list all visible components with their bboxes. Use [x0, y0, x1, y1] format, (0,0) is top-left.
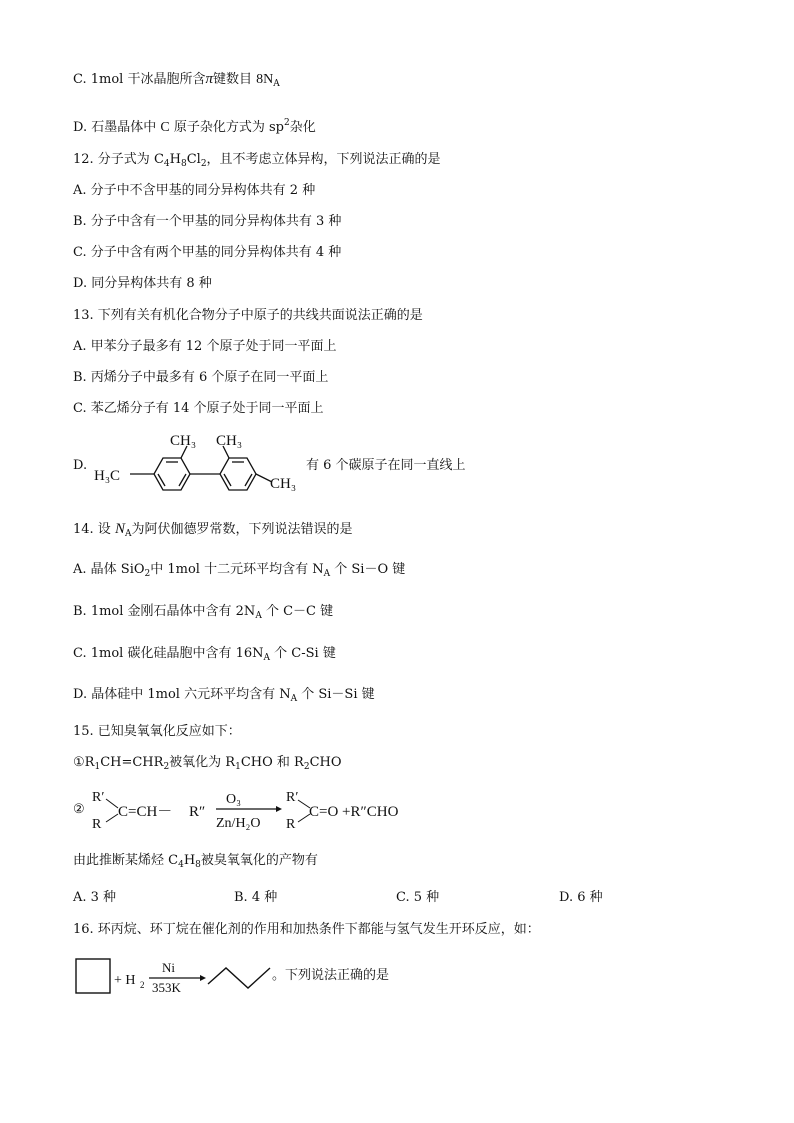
q13-option-d-text: 有 6 个碳原子在同一直线上 [306, 458, 466, 473]
q14b-s: A [255, 611, 262, 621]
r-prime-2: R′ [286, 790, 299, 805]
q14b-1: B. 1mol 金刚石晶体中含有 2N [73, 604, 256, 619]
r-double-prime: R″ [189, 804, 206, 820]
q15-option-b: B. 4 种 [234, 890, 278, 905]
alkene-group: C=CH－ [118, 804, 173, 820]
plus-h2: + H [114, 973, 136, 988]
h2-sub: 2 [140, 980, 145, 990]
q13-option-b: B. 丙烯分子中最多有 6 个原子在同一平面上 [73, 370, 329, 385]
q11d-mid: 原子杂化方式为 sp [173, 120, 284, 135]
q14c-s: A [263, 653, 271, 663]
q13-option-d-label: D. [73, 458, 88, 473]
q13-option-c: C. 苯乙烯分子有 14 个原子处于同一平面上 [73, 401, 324, 416]
q15-1s3: 1 [235, 762, 241, 772]
condition-353k: 353K [152, 980, 181, 995]
biphenyl-structure [90, 428, 310, 498]
q11d-prefix: D. 石墨晶体中 [73, 120, 157, 135]
r-2: R [286, 817, 296, 832]
q15-rule-1 [73, 755, 342, 775]
q14-stem [73, 521, 352, 542]
q15-1b: CH=CHR [100, 755, 164, 770]
q14-a: 14. 设 [73, 522, 111, 537]
q15-1a: ①R [73, 755, 95, 770]
r-1: R [92, 817, 102, 832]
q15-1c: 被氧化为 R [169, 755, 236, 770]
q14c-1: C. 1mol 碳化硅晶胞中含有 16N [73, 646, 264, 661]
q15-1s4: 2 [303, 762, 310, 772]
catalyst-ni: Ni [162, 960, 175, 975]
product-group: C=O +R″CHO [309, 804, 399, 820]
q15-rule-2-label: ② [73, 802, 85, 817]
q15-stem: 15. 已知臭氧氧化反应如下： [73, 724, 241, 739]
q15-1s1: 1 [94, 762, 101, 772]
q14-nasub: A [124, 529, 132, 539]
ozonolysis-reaction [90, 786, 430, 834]
q11c-rest: 键数目 [212, 72, 252, 87]
butane-zigzag [208, 968, 270, 988]
q14d-2: 个 Si－Si 键 [301, 687, 375, 702]
q15-infer-a: 由此推断某烯烃 C [73, 853, 179, 868]
q14-b: 为阿伏伽德罗常数，下列说法错误的是 [131, 522, 353, 537]
q14-option-a [73, 562, 405, 582]
q14-option-b [73, 604, 333, 624]
q14-na: N [114, 521, 125, 537]
q11d-c: C [160, 120, 170, 135]
q15-infer-s1: 4 [178, 860, 184, 870]
q11c-sub: A [273, 79, 280, 89]
q12-s2: 8 [180, 159, 187, 169]
q14d-s: A [290, 694, 298, 704]
q14a-1: A. 晶体 SiO [73, 562, 145, 577]
q11-option-c [73, 71, 280, 92]
q14a-3: 个 Si－O 键 [334, 562, 406, 577]
ch3-label-2: CH₃ [216, 433, 243, 449]
q12-d: ，且不考虑立体异构，下列说法正确的是 [206, 152, 441, 167]
q14d-1: D. 晶体硅中 1mol 六元环平均含有 N [73, 687, 291, 702]
q12-option-c: C. 分子中含有两个甲基的同分异构体共有 4 种 [73, 245, 342, 260]
cyclobutane-reaction [74, 954, 284, 998]
q12-a: 12. 分子式为 C [73, 152, 164, 167]
h3c-label: H₃C [94, 468, 121, 484]
q11c-text: C. 1mol 干冰晶胞所含 [73, 72, 206, 87]
q15-infer [73, 853, 318, 873]
q11-option-d [73, 115, 316, 136]
q12-c: Cl [186, 152, 201, 167]
q15-infer-s2: 8 [195, 860, 201, 870]
q15-option-d: D. 6 种 [559, 890, 603, 905]
q14c-2: 个 C-Si 键 [274, 646, 336, 661]
q15-option-c: C. 5 种 [396, 890, 440, 905]
q14a-s2: A [323, 569, 331, 579]
q15-1d: CHO 和 R [240, 755, 304, 770]
q15-infer-b: H [183, 853, 196, 868]
ch3-label-1: CH₃ [170, 433, 197, 449]
q14b-2: 个 C－C 键 [265, 604, 334, 619]
r-prime-1: R′ [92, 790, 105, 805]
q15-infer-c: 被臭氧氧化的产物有 [200, 853, 318, 868]
q13-stem: 13. 下列有关有机化合物分子中原子的共线共面说法正确的是 [73, 308, 423, 323]
q12-b: H [169, 152, 181, 167]
q15-1e: CHO [309, 755, 342, 770]
q12-s3: 2 [200, 159, 207, 169]
q14-option-d [73, 687, 375, 707]
reagent-ozone: O₃ [226, 792, 241, 807]
q12-stem [73, 152, 441, 172]
q14-option-c [73, 646, 336, 666]
pi-symbol: π [205, 71, 213, 87]
q15-1s2: 2 [163, 762, 170, 772]
ch3-label-3: CH₃ [270, 476, 297, 492]
reagent-zn: Zn/H₂O [216, 816, 261, 831]
q16-stem: 16. 环丙烷、环丁烷在催化剂的作用和加热条件下都能与氢气发生开环反应，如： [73, 922, 540, 937]
q11c-num: 8N [256, 72, 274, 87]
q12-s1: 4 [163, 159, 170, 169]
q15-option-a: A. 3 种 [73, 890, 117, 905]
q11d-sup: 2 [284, 118, 290, 128]
q13-option-a: A. 甲苯分子最多有 12 个原子处于同一平面上 [73, 339, 337, 354]
q12-option-b: B. 分子中含有一个甲基的同分异构体共有 3 种 [73, 214, 342, 229]
q12-option-a: A. 分子中不含甲基的同分异构体共有 2 种 [73, 183, 316, 198]
q11d-end: 杂化 [289, 120, 316, 135]
q16-tail: 。下列说法正确的是 [272, 968, 390, 983]
q14a-s: 2 [144, 569, 151, 579]
q14a-2: 中 1mol 十二元环平均含有 N [150, 562, 324, 577]
q12-option-d: D. 同分异构体共有 8 种 [73, 276, 212, 291]
